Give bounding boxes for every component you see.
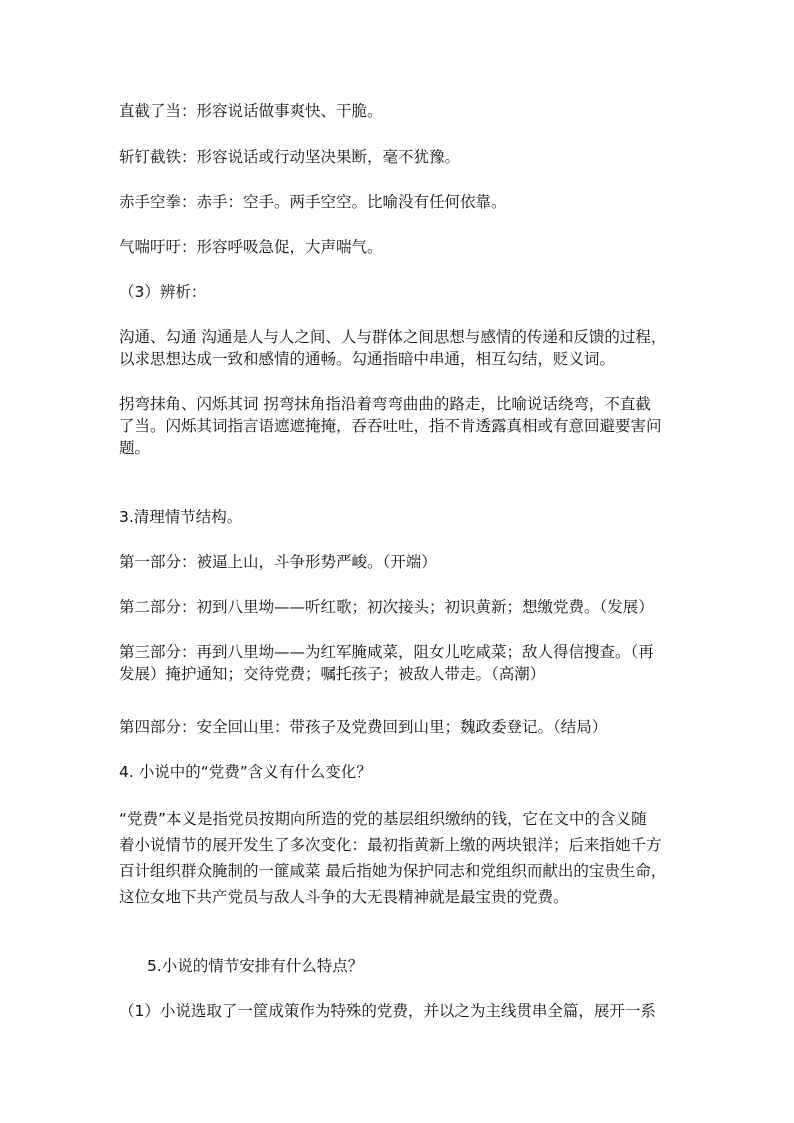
plot-part-four	[119, 716, 689, 738]
word-analysis-guaiwanmojiao	[119, 393, 689, 459]
text-line: （1）小说选取了一筐成策作为特殊的党费，并以之为主线贯串全篇，展开一系	[119, 1002, 656, 1020]
idiom-definition-zhandingjietie	[119, 146, 689, 168]
text-line: 气喘吁吁：形容呼吸急促，大声喘气。	[119, 238, 383, 256]
text-line: 这位女地下共产党员与敌人斗争的大无畏精神就是最宝贵的党费。	[119, 888, 569, 906]
plot-part-two	[119, 596, 689, 618]
text-line: “党费”本义是指党员按期向所造的党的基层组织缴纳的钱，它在文中的含义随	[119, 810, 647, 828]
text-line: 第一部分：被逼上山，斗争形势严峻。（开端）	[119, 553, 437, 571]
text-line: 发展）掩护通知；交待党费；嘱托孩子；被敌人带走。（高潮）	[119, 665, 546, 683]
text-line: 斩钉截铁：形容说话或行动坚决果断，毫不犹豫。	[119, 148, 461, 166]
text-line: 了当。闪烁其词指言语遮遮掩掩，吞吞吐吐，指不肯透露真相或有意回避要害问	[119, 417, 662, 435]
text-line: 以求思想达成一致和感情的通畅。勾通指暗中串通，相互勾结，贬义词。	[119, 350, 616, 368]
text-line: 5.小说的情节安排有什么特点？	[147, 957, 364, 975]
idiom-definition-chishoukongquan	[119, 191, 689, 213]
text-line: 3.清理情节结构。	[119, 508, 243, 526]
question-four	[119, 761, 689, 783]
text-line: 第三部分：再到八里坳——为红军腌咸菜，阻女儿吃咸菜；敌人得信搜查。（再	[119, 643, 654, 661]
idiom-definition-zhijieliaodang	[119, 100, 689, 122]
text-line: 题。	[119, 439, 151, 457]
section-heading-plot-structure	[119, 506, 689, 528]
idiom-definition-qichuanxuxu	[119, 236, 689, 258]
text-line: 直截了当：形容说话做事爽快、干脆。	[119, 102, 383, 120]
text-line: 拐弯抹角、闪烁其词 拐弯抹角指沿着弯弯曲曲的路走，比喻说话绕弯，不直截	[119, 395, 651, 413]
answer-five-point-one	[119, 1000, 689, 1022]
text-line: 赤手空拳：赤手：空手。两手空空。比喻没有任何依靠。	[119, 193, 507, 211]
plot-part-one	[119, 551, 689, 573]
text-line: 沟通、勾通 沟通是人与人之间、人与群体之间思想与感情的传递和反馈的过程，	[119, 328, 667, 346]
text-line: 第四部分：安全回山里：带孩子及党费回到山里；魏政委登记。（结局）	[119, 718, 608, 736]
text-line: （3）辨析：	[119, 283, 207, 301]
word-analysis-goutong	[119, 326, 689, 370]
section-heading-bianxi	[119, 281, 689, 303]
plot-part-three	[119, 641, 689, 685]
text-line: 着小说情节的展开发生了多次变化：最初指黄新上缴的两块银洋；后来指她千方	[119, 836, 662, 854]
text-line: 第二部分：初到八里坳——听红歌；初次接头；初识黄新；想缴党费。（发展）	[119, 598, 654, 616]
text-line: 百计组织群众腌制的一篚咸菜 最后指她为保护同志和党组织而献出的宝贵生命，	[119, 862, 667, 880]
answer-four	[119, 806, 689, 910]
question-five	[147, 955, 717, 977]
text-line: 4. 小说中的“党费”含义有什么变化？	[119, 763, 372, 781]
